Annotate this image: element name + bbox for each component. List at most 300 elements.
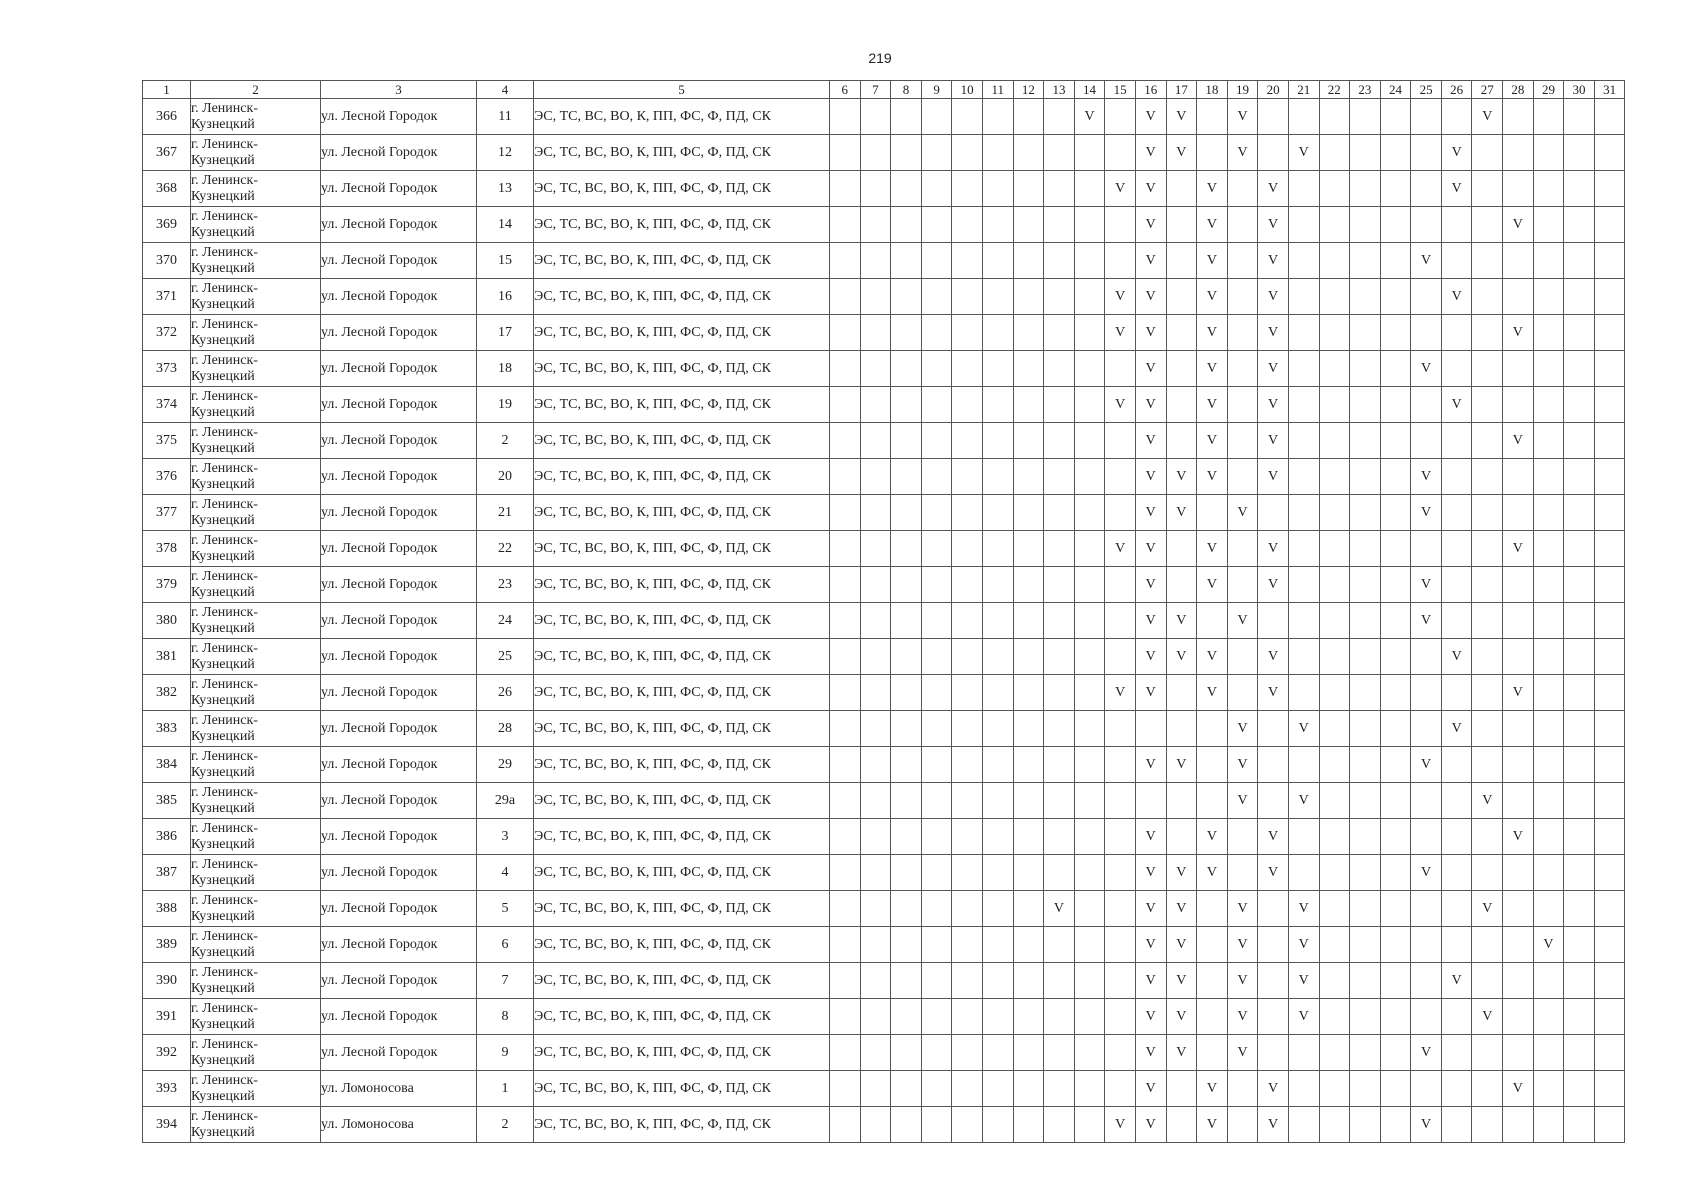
services-cell: ЭС, ТС, ВС, ВО, К, ПП, ФС, Ф, ПД, СК [534, 171, 830, 207]
mark-cell-col-22 [1319, 459, 1350, 495]
mark-cell-col-15 [1105, 639, 1136, 675]
city-line: г. Ленинск- [191, 352, 258, 368]
street-cell: ул. Лесной Городок [321, 351, 477, 387]
mark-cell-col-24 [1380, 783, 1411, 819]
mark-cell-col-17 [1166, 243, 1197, 279]
services-cell: ЭС, ТС, ВС, ВО, К, ПП, ФС, Ф, ПД, СК [534, 99, 830, 135]
city-cell [191, 243, 321, 279]
mark-cell-col-20 [1258, 855, 1289, 891]
check-mark: V [1421, 504, 1432, 520]
column-header-13: 13 [1044, 81, 1075, 99]
city-cell [191, 711, 321, 747]
city-cell [191, 639, 321, 675]
table-row [143, 603, 1625, 639]
mark-cell-col-6 [830, 1071, 861, 1107]
city-cell [191, 315, 321, 351]
services-cell: ЭС, ТС, ВС, ВО, К, ПП, ФС, Ф, ПД, СК [534, 747, 830, 783]
check-mark: V [1084, 108, 1095, 124]
city-line: г. Ленинск- [191, 712, 258, 728]
table-row [143, 1035, 1625, 1071]
mark-cell-col-17 [1166, 423, 1197, 459]
mark-cell-col-31 [1594, 927, 1625, 963]
mark-cell-col-21 [1288, 243, 1319, 279]
mark-cell-col-14 [1074, 387, 1105, 423]
check-mark: V [1206, 324, 1217, 340]
mark-cell-col-8 [891, 963, 922, 999]
mark-cell-col-30 [1564, 207, 1595, 243]
mark-cell-col-26 [1441, 387, 1472, 423]
mark-cell-col-21 [1288, 963, 1319, 999]
mark-cell-col-25 [1411, 675, 1442, 711]
mark-cell-col-21 [1288, 1071, 1319, 1107]
mark-cell-col-26 [1441, 927, 1472, 963]
mark-cell-col-17 [1166, 783, 1197, 819]
street-cell: ул. Лесной Городок [321, 315, 477, 351]
mark-cell-col-11 [982, 315, 1013, 351]
mark-cell-col-21 [1288, 855, 1319, 891]
mark-cell-col-11 [982, 675, 1013, 711]
mark-cell-col-25 [1411, 855, 1442, 891]
mark-cell-col-17 [1166, 459, 1197, 495]
check-mark: V [1482, 108, 1493, 124]
city-line: г. Ленинск- [191, 568, 258, 584]
mark-cell-col-9 [921, 927, 952, 963]
mark-cell-col-17 [1166, 999, 1197, 1035]
table-row [143, 1107, 1625, 1143]
mark-cell-col-24 [1380, 963, 1411, 999]
mark-cell-col-15 [1105, 711, 1136, 747]
mark-cell-col-9 [921, 351, 952, 387]
mark-cell-col-12 [1013, 315, 1044, 351]
mark-cell-col-10 [952, 855, 983, 891]
mark-cell-col-17 [1166, 891, 1197, 927]
city-cell [191, 171, 321, 207]
table-row [143, 351, 1625, 387]
mark-cell-col-19 [1227, 891, 1258, 927]
mark-cell-col-15 [1105, 855, 1136, 891]
city-cell [191, 891, 321, 927]
mark-cell-col-27 [1472, 1071, 1503, 1107]
mark-cell-col-12 [1013, 639, 1044, 675]
city-cell [191, 1107, 321, 1143]
mark-cell-col-27 [1472, 891, 1503, 927]
row-number-cell: 371 [143, 279, 191, 315]
mark-cell-col-29 [1533, 819, 1564, 855]
street-cell: ул. Лесной Городок [321, 495, 477, 531]
mark-cell-col-9 [921, 243, 952, 279]
house-number-cell: 22 [477, 531, 534, 567]
mark-cell-col-11 [982, 99, 1013, 135]
city-cell [191, 1071, 321, 1107]
mark-cell-col-9 [921, 603, 952, 639]
check-mark: V [1268, 1116, 1279, 1132]
mark-cell-col-14 [1074, 207, 1105, 243]
mark-cell-col-28 [1503, 999, 1534, 1035]
check-mark: V [1176, 108, 1187, 124]
check-mark: V [1451, 180, 1462, 196]
mark-cell-col-23 [1350, 567, 1381, 603]
mark-cell-col-19 [1227, 207, 1258, 243]
check-mark: V [1268, 360, 1279, 376]
mark-cell-col-26 [1441, 783, 1472, 819]
mark-cell-col-14 [1074, 927, 1105, 963]
house-number-cell: 19 [477, 387, 534, 423]
check-mark: V [1115, 1116, 1126, 1132]
mark-cell-col-13 [1044, 819, 1075, 855]
row-number-cell: 372 [143, 315, 191, 351]
house-number-cell: 24 [477, 603, 534, 639]
mark-cell-col-15 [1105, 819, 1136, 855]
house-number-cell: 1 [477, 1071, 534, 1107]
services-cell: ЭС, ТС, ВС, ВО, К, ПП, ФС, Ф, ПД, СК [534, 423, 830, 459]
mark-cell-col-7 [860, 351, 891, 387]
mark-cell-col-10 [952, 639, 983, 675]
row-number-cell: 383 [143, 711, 191, 747]
mark-cell-col-15 [1105, 1107, 1136, 1143]
check-mark: V [1206, 360, 1217, 376]
check-mark: V [1206, 1116, 1217, 1132]
mark-cell-col-16 [1135, 1107, 1166, 1143]
table-row [143, 675, 1625, 711]
check-mark: V [1298, 1008, 1309, 1024]
city-cell [191, 387, 321, 423]
mark-cell-col-14 [1074, 891, 1105, 927]
row-number-cell: 389 [143, 927, 191, 963]
mark-cell-col-14 [1074, 351, 1105, 387]
mark-cell-col-30 [1564, 927, 1595, 963]
table-row [143, 747, 1625, 783]
column-header-18: 18 [1197, 81, 1228, 99]
mark-cell-col-20 [1258, 531, 1289, 567]
mark-cell-col-9 [921, 459, 952, 495]
check-mark: V [1206, 540, 1217, 556]
mark-cell-col-27 [1472, 999, 1503, 1035]
mark-cell-col-8 [891, 135, 922, 171]
check-mark: V [1482, 792, 1493, 808]
mark-cell-col-24 [1380, 531, 1411, 567]
mark-cell-col-30 [1564, 999, 1595, 1035]
mark-cell-col-24 [1380, 675, 1411, 711]
table-row [143, 927, 1625, 963]
table-row [143, 531, 1625, 567]
mark-cell-col-24 [1380, 1107, 1411, 1143]
mark-cell-col-26 [1441, 243, 1472, 279]
mark-cell-col-27 [1472, 1035, 1503, 1071]
street-cell: ул. Лесной Городок [321, 891, 477, 927]
table-body [143, 99, 1625, 1143]
check-mark: V [1206, 216, 1217, 232]
mark-cell-col-23 [1350, 351, 1381, 387]
services-cell: ЭС, ТС, ВС, ВО, К, ПП, ФС, Ф, ПД, СК [534, 711, 830, 747]
mark-cell-col-13 [1044, 747, 1075, 783]
mark-cell-col-18 [1197, 891, 1228, 927]
mark-cell-col-23 [1350, 603, 1381, 639]
table-row [143, 711, 1625, 747]
mark-cell-col-16 [1135, 783, 1166, 819]
mark-cell-col-23 [1350, 639, 1381, 675]
city-cell [191, 999, 321, 1035]
check-mark: V [1512, 540, 1523, 556]
mark-cell-col-6 [830, 603, 861, 639]
column-header-9: 9 [921, 81, 952, 99]
mark-cell-col-23 [1350, 711, 1381, 747]
mark-cell-col-6 [830, 927, 861, 963]
mark-cell-col-16 [1135, 135, 1166, 171]
column-header-12: 12 [1013, 81, 1044, 99]
mark-cell-col-14 [1074, 603, 1105, 639]
street-cell: ул. Лесной Городок [321, 387, 477, 423]
mark-cell-col-29 [1533, 567, 1564, 603]
check-mark: V [1206, 1080, 1217, 1096]
mark-cell-col-20 [1258, 99, 1289, 135]
mark-cell-col-20 [1258, 603, 1289, 639]
column-header-27: 27 [1472, 81, 1503, 99]
mark-cell-col-9 [921, 567, 952, 603]
mark-cell-col-13 [1044, 99, 1075, 135]
mark-cell-col-17 [1166, 819, 1197, 855]
mark-cell-col-7 [860, 243, 891, 279]
table-row [143, 567, 1625, 603]
city-cell [191, 1035, 321, 1071]
city-line: Кузнецкий [191, 1052, 255, 1068]
check-mark: V [1237, 1044, 1248, 1060]
mark-cell-col-14 [1074, 99, 1105, 135]
row-number-cell: 393 [143, 1071, 191, 1107]
mark-cell-col-13 [1044, 567, 1075, 603]
mark-cell-col-12 [1013, 351, 1044, 387]
mark-cell-col-30 [1564, 603, 1595, 639]
check-mark: V [1145, 288, 1156, 304]
mark-cell-col-24 [1380, 639, 1411, 675]
mark-cell-col-6 [830, 783, 861, 819]
check-mark: V [1145, 828, 1156, 844]
mark-cell-col-8 [891, 279, 922, 315]
mark-cell-col-10 [952, 459, 983, 495]
mark-cell-col-24 [1380, 459, 1411, 495]
mark-cell-col-13 [1044, 1035, 1075, 1071]
mark-cell-col-21 [1288, 603, 1319, 639]
mark-cell-col-30 [1564, 279, 1595, 315]
mark-cell-col-15 [1105, 171, 1136, 207]
check-mark: V [1268, 864, 1279, 880]
mark-cell-col-26 [1441, 999, 1472, 1035]
mark-cell-col-22 [1319, 351, 1350, 387]
mark-cell-col-9 [921, 639, 952, 675]
mark-cell-col-11 [982, 459, 1013, 495]
mark-cell-col-27 [1472, 459, 1503, 495]
check-mark: V [1512, 828, 1523, 844]
city-line: Кузнецкий [191, 260, 255, 276]
check-mark: V [1237, 972, 1248, 988]
mark-cell-col-10 [952, 927, 983, 963]
mark-cell-col-11 [982, 243, 1013, 279]
mark-cell-col-31 [1594, 531, 1625, 567]
mark-cell-col-31 [1594, 567, 1625, 603]
check-mark: V [1145, 1008, 1156, 1024]
mark-cell-col-18 [1197, 243, 1228, 279]
mark-cell-col-9 [921, 711, 952, 747]
house-number-cell: 18 [477, 351, 534, 387]
table-header-row [143, 81, 1625, 99]
city-line: г. Ленинск- [191, 172, 258, 188]
city-line: Кузнецкий [191, 548, 255, 564]
mark-cell-col-16 [1135, 747, 1166, 783]
mark-cell-col-8 [891, 567, 922, 603]
mark-cell-col-19 [1227, 819, 1258, 855]
mark-cell-col-28 [1503, 891, 1534, 927]
mark-cell-col-27 [1472, 315, 1503, 351]
mark-cell-col-17 [1166, 495, 1197, 531]
mark-cell-col-8 [891, 855, 922, 891]
city-line: г. Ленинск- [191, 244, 258, 260]
mark-cell-col-26 [1441, 855, 1472, 891]
mark-cell-col-31 [1594, 459, 1625, 495]
mark-cell-col-21 [1288, 459, 1319, 495]
services-cell: ЭС, ТС, ВС, ВО, К, ПП, ФС, Ф, ПД, СК [534, 1107, 830, 1143]
mark-cell-col-16 [1135, 675, 1166, 711]
mark-cell-col-28 [1503, 135, 1534, 171]
mark-cell-col-13 [1044, 999, 1075, 1035]
mark-cell-col-15 [1105, 999, 1136, 1035]
mark-cell-col-18 [1197, 603, 1228, 639]
column-header-28: 28 [1503, 81, 1534, 99]
mark-cell-col-10 [952, 1035, 983, 1071]
row-number-cell: 377 [143, 495, 191, 531]
check-mark: V [1237, 792, 1248, 808]
mark-cell-col-31 [1594, 135, 1625, 171]
check-mark: V [1482, 900, 1493, 916]
mark-cell-col-30 [1564, 315, 1595, 351]
city-line: г. Ленинск- [191, 784, 258, 800]
mark-cell-col-26 [1441, 531, 1472, 567]
mark-cell-col-9 [921, 207, 952, 243]
mark-cell-col-7 [860, 711, 891, 747]
mark-cell-col-21 [1288, 675, 1319, 711]
street-cell: ул. Лесной Городок [321, 567, 477, 603]
row-number-cell: 374 [143, 387, 191, 423]
check-mark: V [1237, 936, 1248, 952]
mark-cell-col-15 [1105, 927, 1136, 963]
mark-cell-col-9 [921, 675, 952, 711]
city-line: Кузнецкий [191, 224, 255, 240]
check-mark: V [1421, 756, 1432, 772]
mark-cell-col-20 [1258, 819, 1289, 855]
mark-cell-col-25 [1411, 999, 1442, 1035]
mark-cell-col-19 [1227, 639, 1258, 675]
mark-cell-col-26 [1441, 819, 1472, 855]
mark-cell-col-29 [1533, 387, 1564, 423]
mark-cell-col-13 [1044, 495, 1075, 531]
city-line: Кузнецкий [191, 980, 255, 996]
mark-cell-col-19 [1227, 495, 1258, 531]
mark-cell-col-18 [1197, 99, 1228, 135]
row-number-cell: 394 [143, 1107, 191, 1143]
row-number-cell: 367 [143, 135, 191, 171]
mark-cell-col-13 [1044, 207, 1075, 243]
mark-cell-col-11 [982, 999, 1013, 1035]
mark-cell-col-28 [1503, 855, 1534, 891]
mark-cell-col-26 [1441, 99, 1472, 135]
mark-cell-col-20 [1258, 423, 1289, 459]
check-mark: V [1451, 720, 1462, 736]
mark-cell-col-26 [1441, 603, 1472, 639]
city-line: г. Ленинск- [191, 964, 258, 980]
check-mark: V [1268, 468, 1279, 484]
check-mark: V [1298, 720, 1309, 736]
mark-cell-col-19 [1227, 567, 1258, 603]
table-row [143, 387, 1625, 423]
check-mark: V [1421, 252, 1432, 268]
mark-cell-col-18 [1197, 639, 1228, 675]
mark-cell-col-30 [1564, 1071, 1595, 1107]
mark-cell-col-11 [982, 1035, 1013, 1071]
check-mark: V [1145, 900, 1156, 916]
city-line: г. Ленинск- [191, 820, 258, 836]
mark-cell-col-22 [1319, 315, 1350, 351]
mark-cell-col-22 [1319, 783, 1350, 819]
check-mark: V [1206, 396, 1217, 412]
mark-cell-col-14 [1074, 999, 1105, 1035]
mark-cell-col-24 [1380, 1071, 1411, 1107]
check-mark: V [1268, 576, 1279, 592]
check-mark: V [1176, 756, 1187, 772]
check-mark: V [1237, 1008, 1248, 1024]
mark-cell-col-17 [1166, 747, 1197, 783]
mark-cell-col-26 [1441, 1035, 1472, 1071]
services-cell: ЭС, ТС, ВС, ВО, К, ПП, ФС, Ф, ПД, СК [534, 279, 830, 315]
mark-cell-col-23 [1350, 459, 1381, 495]
mark-cell-col-18 [1197, 783, 1228, 819]
mark-cell-col-27 [1472, 567, 1503, 603]
mark-cell-col-13 [1044, 171, 1075, 207]
mark-cell-col-6 [830, 423, 861, 459]
mark-cell-col-7 [860, 423, 891, 459]
mark-cell-col-20 [1258, 495, 1289, 531]
mark-cell-col-12 [1013, 243, 1044, 279]
city-line: г. Ленинск- [191, 532, 258, 548]
mark-cell-col-7 [860, 603, 891, 639]
mark-cell-col-28 [1503, 819, 1534, 855]
check-mark: V [1115, 684, 1126, 700]
city-line: Кузнецкий [191, 512, 255, 528]
mark-cell-col-18 [1197, 171, 1228, 207]
mark-cell-col-7 [860, 1071, 891, 1107]
mark-cell-col-14 [1074, 279, 1105, 315]
mark-cell-col-27 [1472, 1107, 1503, 1143]
check-mark: V [1206, 576, 1217, 592]
mark-cell-col-31 [1594, 99, 1625, 135]
check-mark: V [1451, 396, 1462, 412]
table-row [143, 1071, 1625, 1107]
mark-cell-col-8 [891, 999, 922, 1035]
mark-cell-col-8 [891, 927, 922, 963]
mark-cell-col-18 [1197, 423, 1228, 459]
mark-cell-col-15 [1105, 459, 1136, 495]
mark-cell-col-29 [1533, 171, 1564, 207]
mark-cell-col-21 [1288, 999, 1319, 1035]
mark-cell-col-12 [1013, 819, 1044, 855]
mark-cell-col-23 [1350, 99, 1381, 135]
city-cell [191, 207, 321, 243]
check-mark: V [1451, 144, 1462, 160]
mark-cell-col-22 [1319, 675, 1350, 711]
street-cell: ул. Ломоносова [321, 1071, 477, 1107]
house-number-cell: 20 [477, 459, 534, 495]
check-mark: V [1206, 648, 1217, 664]
mark-cell-col-20 [1258, 711, 1289, 747]
mark-cell-col-10 [952, 531, 983, 567]
mark-cell-col-29 [1533, 315, 1564, 351]
